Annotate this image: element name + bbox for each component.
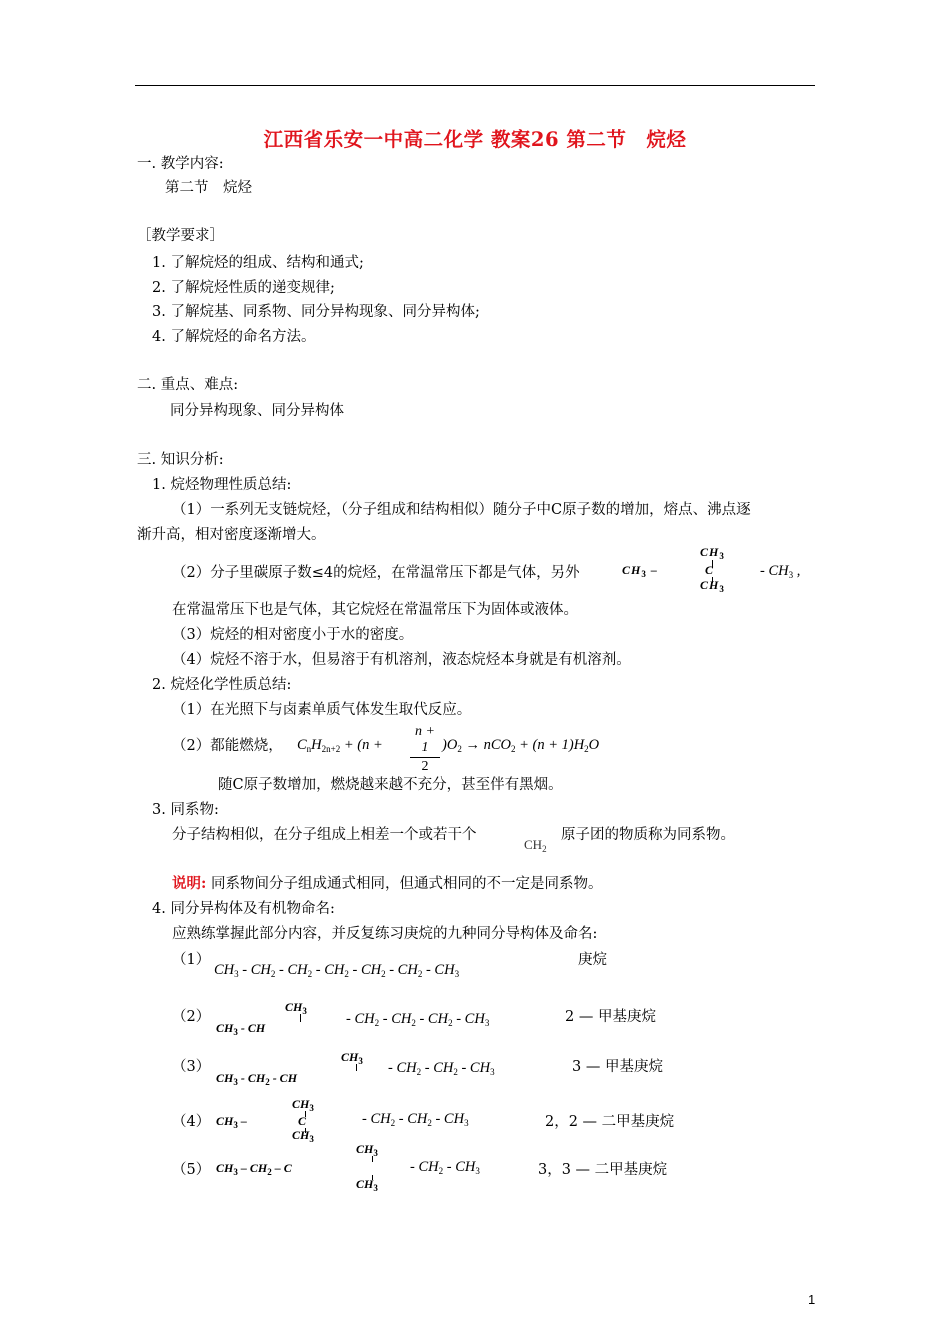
formula-ch3-top: $CH_3$ — [700, 545, 725, 561]
isomer-1-formula: $CH_3 - CH_2 - CH_2 - CH_2 - CH_2 - CH_2 - CH_3$ — [214, 962, 460, 979]
formula-c-center: C — [705, 563, 714, 577]
combustion-equation-right: )$O_2 \to nCO_2 + (n + 1)H_2O$ — [442, 737, 600, 754]
isomer-2-chain-start: $CH_3$ - CH — [216, 1021, 266, 1037]
section-2-heading: 二. 重点、难点: — [137, 377, 239, 393]
isomer-4-chain-end: - $CH_2 - CH_2 - CH_3$ — [362, 1111, 469, 1128]
isomer-3-chain-end: - $CH_2 - CH_2 - CH_3$ — [388, 1060, 495, 1077]
note-line — [172, 874, 602, 894]
isomer-5-branch-top: $CH_3$ — [356, 1142, 378, 1158]
physical-properties-line-6: （4）烷烃不溶于水，但易溶于有机溶剂，液态烷烃本身就是有机溶剂。 — [172, 652, 631, 668]
isomer-4-center: C — [298, 1114, 307, 1128]
isomer-3-chain-start: $CH_3 - CH_2$ - CH — [216, 1071, 298, 1087]
requirement-item-4: 4. 了解烷烃的命名方法。 — [152, 329, 316, 345]
isomer-5-number: （5） — [172, 1162, 211, 1178]
section-2-content: 同分异构现象、同分异构体 — [170, 403, 344, 419]
requirements-heading: ［教学要求］ — [137, 228, 224, 244]
isomer-3-bond — [356, 1064, 357, 1071]
section-3-heading: 三. 知识分析: — [137, 452, 224, 468]
section-1-heading: 一. 教学内容: — [137, 156, 224, 172]
isomer-3-branch: $CH_3$ — [341, 1050, 363, 1066]
isomer-4-branch-bottom: $CH_3$ — [292, 1128, 314, 1144]
chemical-properties-line-1: （1）在光照下与卤素单质气体发生取代反应。 — [172, 702, 472, 718]
formula-ch3-left: $CH_3$ – — [622, 563, 658, 579]
isomer-5-bond-top — [372, 1156, 373, 1162]
section-1-content: 第二节 烷烃 — [165, 180, 252, 196]
formula-ch3-right: - $CH_3$ , — [760, 563, 801, 580]
combustion-fraction: n + 1 2 — [410, 724, 440, 775]
isomer-5-chain-end: - $CH_2 - CH_3$ — [410, 1159, 480, 1176]
isomer-1-number: （1） — [172, 952, 211, 968]
requirement-item-2: 2. 了解烷烃性质的递变规律; — [152, 280, 335, 296]
formula-ch2: $CH_2$ — [524, 837, 547, 854]
combustion-equation-left: $C_nH_{2n+2} + (n$ + — [297, 737, 383, 754]
isomer-4-chain-start: $CH_3$ – — [216, 1114, 247, 1130]
page-number: 1 — [808, 1292, 816, 1307]
physical-properties-line-3: （2）分子里碳原子数≤4的烷烃，在常温常压下都是气体，另外 — [172, 565, 580, 581]
isomer-4-number: （4） — [172, 1114, 211, 1130]
isomer-5-branch-bottom: $CH_3$ — [356, 1177, 378, 1193]
chemical-properties-line-2: （2）都能燃烧， — [172, 738, 283, 754]
physical-properties-heading: 1. 烷烃物理性质总结: — [152, 477, 292, 493]
formula-ch3-bottom: $CH_3$ — [700, 578, 725, 594]
note-label: 说明: — [172, 875, 207, 892]
isomer-heading: 4. 同分异构体及有机物命名: — [152, 901, 335, 917]
isomer-1-name: 庚烷 — [578, 952, 607, 968]
chemical-properties-line-3: 随C原子数增加，燃烧越来越不充分，甚至伴有黑烟。 — [218, 777, 563, 793]
physical-properties-line-4: 在常温常压下也是气体，其它烷烃在常温常压下为固体或液体。 — [172, 602, 578, 618]
requirement-item-3: 3. 了解烷基、同系物、同分异构现象、同分异构体; — [152, 304, 480, 320]
requirement-item-1: 1. 了解烷烃的组成、结构和通式; — [152, 255, 364, 271]
physical-properties-line-1: （1）一系列无支链烷烃，（分子组成和结构相似）随分子中C原子数的增加，熔点、沸点逐 — [172, 502, 751, 518]
homolog-line-1a: 分子结构相似，在分子组成上相差一个或若干个 — [172, 827, 477, 843]
physical-properties-line-5: （3）烷烃的相对密度小于水的密度。 — [172, 627, 414, 643]
isomer-5-chain-start: $CH_3 - CH_2$ – C — [216, 1161, 292, 1177]
isomer-3-number: （3） — [172, 1059, 211, 1075]
isomer-3-name: 3 — 甲基庚烷 — [572, 1059, 663, 1075]
isomer-2-branch: $CH_3$ — [285, 1000, 307, 1016]
physical-properties-line-2: 渐升高，相对密度逐渐增大。 — [137, 527, 326, 543]
chemical-properties-heading: 2. 烷烃化学性质总结: — [152, 677, 292, 693]
isomer-5-name: 3，3 — 二甲基庚烷 — [538, 1162, 668, 1178]
note-text: 同系物间分子组成通式相同，但通式相同的不一定是同系物。 — [210, 876, 603, 892]
homolog-line-1b: 原子团的物质称为同系物。 — [561, 827, 735, 843]
document-title: 江西省乐安一中高二化学 教案26 第二节 烷烃 — [263, 128, 687, 151]
top-rule — [135, 85, 815, 86]
isomer-2-chain-end: - $CH_2 - CH_2 - CH_2 - CH_3$ — [346, 1011, 490, 1028]
isomer-4-branch-top: $CH_3$ — [292, 1097, 314, 1113]
homolog-heading: 3. 同系物: — [152, 802, 219, 818]
isomer-2-bond — [300, 1014, 301, 1022]
isomer-2-name: 2 — 甲基庚烷 — [565, 1009, 656, 1025]
isomer-2-number: （2） — [172, 1009, 211, 1025]
isomer-4-name: 2，2 — 二甲基庚烷 — [545, 1114, 675, 1130]
isomer-line-1: 应熟练掌握此部分内容，并反复练习庚烷的九种同分导构体及命名: — [172, 926, 598, 942]
